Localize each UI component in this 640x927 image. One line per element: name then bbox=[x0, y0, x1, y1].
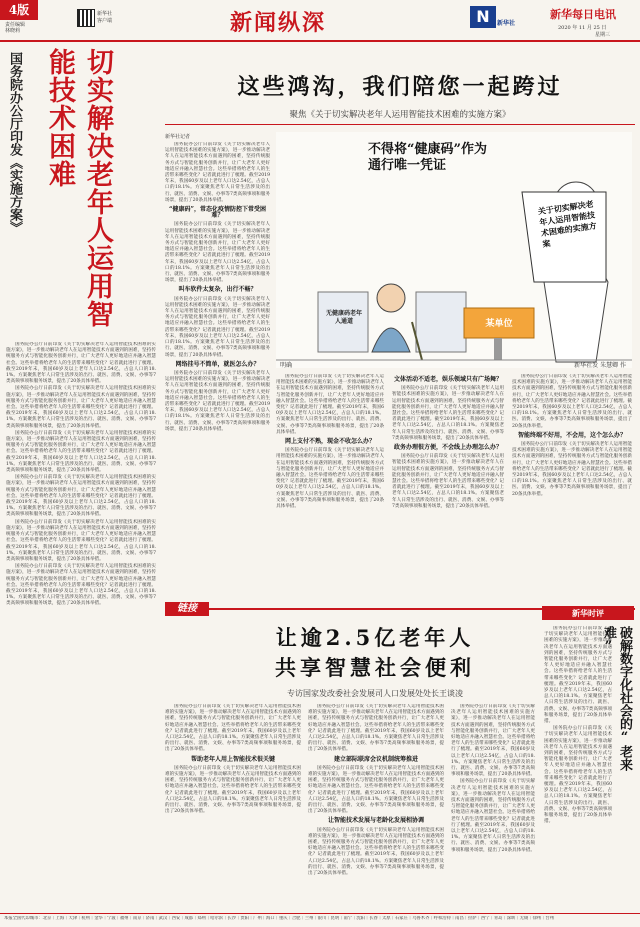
section-heading: 政务办理很方便，不会线上办理怎么办？ bbox=[393, 444, 502, 452]
paragraph: 国务院办公厅日前印发《关于切实解决老年人运用智能技术困难的实施方案》，进一步推动解决老年人在运用智能技术方面遇到的困难，坚持传统服务方式与智能化服务创新并行，让广大老年人更好地适应并融入智慧社会。这些举措将给老年人的生活带来哪些变化？记者就此进行了梳理。截至2019年末，我国60岁及以上老年人口达2.54亿，占总人口的18.1%。方案聚焦老年人日常生活涉及的出行、就医、消费、文娱、办事等7类高频事项和服务场景，提出了20条具体举措。 bbox=[544, 726, 612, 825]
commentary-body bbox=[544, 626, 612, 906]
article1-col2 bbox=[276, 374, 384, 598]
second-headline-line-2: 共享智慧社会便利 bbox=[275, 655, 475, 680]
footer-rule bbox=[0, 913, 640, 914]
section-title: 新闻纵深 bbox=[230, 10, 327, 36]
main-subheadline: 聚焦《关于切实解决老年人运用智能技术困难的实施方案》 bbox=[289, 110, 511, 120]
commentary-tag: 新华时评 bbox=[542, 606, 634, 620]
paper-name: 新华每日电讯 bbox=[550, 8, 616, 21]
section-heading: 网上支付不熟，现金不收怎么办？ bbox=[284, 438, 375, 446]
paragraph: 国务院办公厅日前印发《关于切实解决老年人运用智能技术困难的实施方案》，进一步推动解决老年人在运用智能技术方面遇到的困难，坚持传统服务方式与智能化服务创新并行，让广大老年人更好地适应并融入智慧社会。这些举措将给老年人的生活带来哪些变化？记者就此进行了梳理。截至2019年末，我国60岁及以上老年人口达2.54亿，占总人口的18.1%。方案聚焦老年人日常生活涉及的出行、就医、消费、文娱、办事等7类高频事项和服务场景，提出了20条具体举措。 bbox=[392, 454, 504, 509]
section-heading: 智能终端不好用，不会用，这个怎么办？ bbox=[517, 431, 626, 439]
paragraph: 国务院办公厅日前印发《关于切实解决老年人运用智能技术困难的实施方案》，进一步推动解决老年人在运用智能技术方面遇到的困难，坚持传统服务方式与智能化服务创新并行，让广大老年人更好地适应并融入智慧社会。这些举措将给老年人的生活带来哪些变化？记者就此进行了梳理。截至2019年末，我国60岁及以上老年人口达2.54亿，占总人口的18.1%。方案聚焦老年人日常生活涉及的出行、就医、消费、文娱、办事等7类高频事项和服务场景，提出了20条具体举措。 bbox=[308, 827, 444, 877]
masthead-rule bbox=[0, 40, 640, 42]
vertical-title-main: 切实解决老年人运用智能技术困难 bbox=[44, 48, 113, 328]
cartoon-banner: 不得将“健康码”作为通行唯一凭证 bbox=[368, 142, 487, 173]
second-subheadline: 专访国家发改委社会发展司人口发展处处长王谈凌 bbox=[287, 689, 463, 698]
paragraph: 国务院办公厅日前印发《关于切实解决老年人运用智能技术困难的实施方案》，进一步推动解决老年人在运用智能技术方面遇到的困难，坚持传统服务方式与智能化服务创新并行，让广大老年人更好地适应并融入智慧社会。这些举措将给老年人的生活带来哪些变化？记者就此进行了梳理。截至2019年末，我国60岁及以上老年人口达2.54亿，占总人口的18.1%。方案聚焦老年人日常生活涉及的出行、就医、消费、文娱、办事等7类高频事项和服务场景，提出了20条具体举措。 bbox=[165, 370, 270, 432]
cartoon-caption-left: 明确 bbox=[280, 362, 293, 369]
byline: 新华社记者 bbox=[165, 134, 191, 140]
article1-col1 bbox=[165, 142, 270, 600]
news-logo bbox=[470, 6, 516, 32]
paragraph: 国务院办公厅日前印发《关于切实解决老年人运用智能技术困难的实施方案》，进一步推动解决老年人在运用智能技术方面遇到的困难，坚持传统服务方式与智能化服务创新并行，让广大老年人更好地适应并融入智慧社会。这些举措将给老年人的生活带来哪些变化？记者就此进行了梳理。截至2019年末，我国60岁及以上老年人口达2.54亿，占总人口的18.1%。方案聚焦老年人日常生活涉及的出行、就医、消费、文娱、办事等7类高频事项和服务场景，提出了20条具体举措。 bbox=[165, 142, 270, 203]
paragraph: 国务院办公厅日前印发《关于切实解决老年人运用智能技术困难的实施方案》，进一步推动解决老年人在运用智能技术方面遇到的困难，坚持传统服务方式与智能化服务创新并行，让广大老年人更好地适应并融入智慧社会。这些举措将给老年人的生活带来哪些变化？记者就此进行了梳理。截至2019年末，我国60岁及以上老年人口达2.54亿，占总人口的18.1%。方案聚焦老年人日常生活涉及的出行、就医、消费、文娱、办事等7类高频事项和服务场景，提出了20条具体举措。 bbox=[165, 765, 301, 815]
sign-post bbox=[494, 338, 502, 360]
paragraph: 国务院办公厅日前印发《关于切实解决老年人运用智能技术困难的实施方案》，进一步推动解决老年人在运用智能技术方面遇到的困难，坚持传统服务方式与智能化服务创新并行，让广大老年人更好地适应并融入智慧社会。这些举措将给老年人的生活带来哪些变化？记者就此进行了梳理。截至2019年末，我国60岁及以上老年人口达2.54亿，占总人口的18.1%。方案聚焦老年人日常生活涉及的出行、就医、消费、文娱、办事等7类高频事项和服务场景，提出了20条具体举措。 bbox=[512, 374, 632, 429]
link-tag-brand: 链接 bbox=[165, 602, 209, 616]
paragraph: 国务院办公厅日前印发《关于切实解决老年人运用智能技术困难的实施方案》，进一步推动解决老年人在运用智能技术方面遇到的困难，坚持传统服务方式与智能化服务创新并行，让广大老年人更好地适应并融入智慧社会。这些举措将给老年人的生活带来哪些变化？记者就此进行了梳理。截至2019年末，我国60岁及以上老年人口达2.54亿，占总人口的18.1%。方案聚焦老年人日常生活涉及的出行、就医、消费、文娱、办事等7类高频事项和服务场景，提出了20条具体举措。 bbox=[6, 564, 156, 607]
print-cities-footer: 本报全国代印城市：北京｜上海｜天津｜杭州｜金华｜宁波｜福州｜南京｜济南｜武汉｜西安｜成都｜郑州｜哈尔滨｜长沙｜贵阳｜广州｜海口｜重庆｜合肥｜兰州｜银川｜昆明｜南宁｜沈阳｜长春｜太原｜石家庄｜乌鲁木齐｜呼和浩特｜南昌｜拉萨｜西宁｜青岛｜深圳｜无锡｜徐州｜台州 bbox=[4, 916, 554, 921]
second-headline-line-1: 让逾2.5亿老年人 bbox=[275, 625, 475, 650]
paragraph: 国务院办公厅日前印发《关于切实解决老年人运用智能技术困难的实施方案》，进一步推动解决老年人在运用智能技术方面遇到的困难，坚持传统服务方式与智能化服务创新并行，让广大老年人更好地适应并融入智慧社会。这些举措将给老年人的生活带来哪些变化？记者就此进行了梳理。截至2019年末，我国60岁及以上老年人口达2.54亿，占总人口的18.1%。方案聚焦老年人日常生活涉及的出行、就医、消费、文娱、办事等7类高频事项和服务场景，提出了20条具体举措。 bbox=[308, 704, 444, 753]
section-heading: 叫车软件太复杂，出行不畅？ bbox=[178, 286, 257, 294]
paragraph: 国务院办公厅日前印发《关于切实解决老年人运用智能技术困难的实施方案》，进一步推动解决老年人在运用智能技术方面遇到的困难，坚持传统服务方式与智能化服务创新并行，让广大老年人更好地适应并融入智慧社会。这些举措将给老年人的生活带来哪些变化？记者就此进行了梳理。截至2019年末，我国60岁及以上老年人口达2.54亿，占总人口的18.1%。方案聚焦老年人日常生活涉及的出行、就医、消费、文娱、办事等7类高频事项和服务场景，提出了20条具体举措。 bbox=[308, 765, 444, 815]
paragraph: 国务院办公厅日前印发《关于切实解决老年人运用智能技术困难的实施方案》，进一步推动解决老年人在运用智能技术方面遇到的困难，坚持传统服务方式与智能化服务创新并行，让广大老年人更好地适应并融入智慧社会。这些举措将给老年人的生活带来哪些变化？记者就此进行了梳理。截至2019年末，我国60岁及以上老年人口达2.54亿，占总人口的18.1%。方案聚焦老年人日常生活涉及的出行、就医、消费、文娱、办事等7类高频事项和服务场景，提出了20条具体举措。 bbox=[165, 222, 270, 284]
editor-block bbox=[5, 22, 45, 34]
issue-date: 2020 年 11 月 25 日 bbox=[558, 25, 607, 31]
paragraph: 国务院办公厅日前印发《关于切实解决老年人运用智能技术困难的实施方案》，进一步推动解决老年人在运用智能技术方面遇到的困难，坚持传统服务方式与智能化服务创新并行，让广大老年人更好地适应并融入智慧社会。这些举措将给老年人的生活带来哪些变化？记者就此进行了梳理。截至2019年末，我国60岁及以上老年人口达2.54亿，占总人口的18.1%。方案聚焦老年人日常生活涉及的出行、就医、消费、文娱、办事等7类高频事项和服务场景，提出了20条具体举措。 bbox=[165, 704, 301, 753]
paragraph: 国务院办公厅日前印发《关于切实解决老年人运用智能技术困难的实施方案》，进一步推动解决老年人在运用智能技术方面遇到的困难，坚持传统服务方式与智能化服务创新并行，让广大老年人更好地适应并融入智慧社会。这些举措将给老年人的生活带来哪些变化？记者就此进行了梳理。截至2019年末，我国60岁及以上老年人口达2.54亿，占总人口的18.1%。方案聚焦老年人日常生活涉及的出行、就医、消费、文娱、办事等7类高频事项和服务场景，提出了20条具体举措。 bbox=[6, 342, 156, 385]
page-number-badge: 4版 bbox=[0, 0, 38, 20]
article1-col0 bbox=[6, 342, 156, 902]
cartoon-sign-right: 某单位 bbox=[485, 319, 513, 329]
paragraph: 国务院办公厅日前印发《关于切实解决老年人运用智能技术困难的实施方案》，进一步推动解决老年人在运用智能技术方面遇到的困难，坚持传统服务方式与智能化服务创新并行，让广大老年人更好地适应并融入智慧社会。这些举措将给老年人的生活带来哪些变化？记者就此进行了梳理。截至2019年末，我国60岁及以上老年人口达2.54亿，占总人口的18.1%。方案聚焦老年人日常生活涉及的出行、就医、消费、文娱、办事等7类高频事项和服务场景，提出了20条具体举措。 bbox=[276, 448, 384, 510]
paragraph: 国务院办公厅日前印发《关于切实解决老年人运用智能技术困难的实施方案》，进一步推动解决老年人在运用智能技术方面遇到的困难，坚持传统服务方式与智能化服务创新并行，让广大老年人更好地适应并融入智慧社会。这些举措将给老年人的生活带来哪些变化？记者就此进行了梳理。截至2019年末，我国60岁及以上老年人口达2.54亿，占总人口的18.1%。方案聚焦老年人日常生活涉及的出行、就医、消费、文娱、办事等7类高频事项和服务场景，提出了20条具体举措。 bbox=[6, 386, 156, 429]
section-heading: 让智能技术发展与老龄化发展相协调 bbox=[327, 817, 424, 825]
paragraph: 国务院办公厅日前印发《关于切实解决老年人运用智能技术困难的实施方案》，进一步推动解决老年人在运用智能技术方面遇到的困难，坚持传统服务方式与智能化服务创新并行，让广大老年人更好地适应并融入智慧社会。这些举措将给老年人的生活带来哪些变化？记者就此进行了梳理。截至2019年末，我国60岁及以上老年人口达2.54亿，占总人口的18.1%。方案聚焦老年人日常生活涉及的出行、就医、消费、文娱、办事等7类高频事项和服务场景，提出了20条具体举措。 bbox=[544, 626, 612, 725]
paragraph: 国务院办公厅日前印发《关于切实解决老年人运用智能技术困难的实施方案》，进一步推动解决老年人在运用智能技术方面遇到的困难，坚持传统服务方式与智能化服务创新并行，让广大老年人更好地适应并融入智慧社会。这些举措将给老年人的生活带来哪些变化？记者就此进行了梳理。截至2019年末，我国60岁及以上老年人口达2.54亿，占总人口的18.1%。方案聚焦老年人日常生活涉及的出行、就医、消费、文娱、办事等7类高频事项和服务场景，提出了20条具体举措。 bbox=[512, 442, 632, 497]
gate-right bbox=[416, 292, 466, 352]
paragraph: 国务院办公厅日前印发《关于切实解决老年人运用智能技术困难的实施方案》，进一步推动解决老年人在运用智能技术方面遇到的困难，坚持传统服务方式与智能化服务创新并行，让广大老年人更好地适应并融入智慧社会。这些举措将给老年人的生活带来哪些变化？记者就此进行了梳理。截至2019年末，我国60岁及以上老年人口达2.54亿，占总人口的18.1%。方案聚焦老年人日常生活涉及的出行、就医、消费、文娱、办事等7类高频事项和服务场景，提出了20条具体举措。 bbox=[451, 704, 535, 778]
cartoon bbox=[276, 132, 632, 368]
headline-rule bbox=[165, 124, 635, 125]
paragraph: 国务院办公厅日前印发《关于切实解决老年人运用智能技术困难的实施方案》，进一步推动解决老年人在运用智能技术方面遇到的困难，坚持传统服务方式与智能化服务创新并行，让广大老年人更好地适应并融入智慧社会。这些举措将给老年人的生活带来哪些变化？记者就此进行了梳理。截至2019年末，我国60岁及以上老年人口达2.54亿，占总人口的18.1%。方案聚焦老年人日常生活涉及的出行、就医、消费、文娱、办事等7类高频事项和服务场景，提出了20条具体举措。 bbox=[165, 296, 270, 358]
paragraph: 国务院办公厅日前印发《关于切实解决老年人运用智能技术困难的实施方案》，进一步推动解决老年人在运用智能技术方面遇到的困难，坚持传统服务方式与智能化服务创新并行，让广大老年人更好地适应并融入智慧社会。这些举措将给老年人的生活带来哪些变化？记者就此进行了梳理。截至2019年末，我国60岁及以上老年人口达2.54亿，占总人口的18.1%。方案聚焦老年人日常生活涉及的出行、就医、消费、文娱、办事等7类高频事项和服务场景，提出了20条具体举措。 bbox=[6, 519, 156, 562]
paragraph: 国务院办公厅日前印发《关于切实解决老年人运用智能技术困难的实施方案》，进一步推动解决老年人在运用智能技术方面遇到的困难，坚持传统服务方式与智能化服务创新并行，让广大老年人更好地适应并融入智慧社会。这些举措将给老年人的生活带来哪些变化？记者就此进行了梳理。截至2019年末，我国60岁及以上老年人口达2.54亿，占总人口的18.1%。方案聚焦老年人日常生活涉及的出行、就医、消费、文娱、办事等7类高频事项和服务场景，提出了20条具体举措。 bbox=[6, 430, 156, 474]
commentary-title: 破解数字化社会的“老来难” bbox=[601, 626, 632, 771]
paragraph: 国务院办公厅日前印发《关于切实解决老年人运用智能技术困难的实施方案》，进一步推动解决老年人在运用智能技术方面遇到的困难，坚持传统服务方式与智能化服务创新并行，让广大老年人更好地适应并融入智慧社会。这些举措将给老年人的生活带来哪些变化？记者就此进行了梳理。截至2019年末，我国60岁及以上老年人口达2.54亿，占总人口的18.1%。方案聚焦老年人日常生活涉及的出行、就医、消费、文娱、办事等7类高频事项和服务场景，提出了20条具体举措。 bbox=[451, 779, 535, 853]
client-label bbox=[97, 11, 112, 25]
cartoon-caption: 新华社发 朱慧卿 作 bbox=[574, 362, 626, 369]
client-name-line-1: 新华社 bbox=[97, 11, 113, 17]
news-logo-mark: N bbox=[470, 6, 496, 28]
section-heading: 网络挂号不简单，就医怎么办？ bbox=[175, 360, 260, 368]
article1-col3 bbox=[392, 374, 504, 598]
vertical-title-band bbox=[0, 48, 160, 338]
section-heading: 建立部际联席会议机制统筹推进 bbox=[333, 755, 418, 763]
vertical-title-side: 国务院办公厅印发《实施方案》 bbox=[7, 52, 22, 234]
paragraph: 国务院办公厅日前印发《关于切实解决老年人运用智能技术困难的实施方案》，进一步推动解决老年人在运用智能技术方面遇到的困难，坚持传统服务方式与智能化服务创新并行，让广大老年人更好地适应并融入智慧社会。这些举措将给老年人的生活带来哪些变化？记者就此进行了梳理。截至2019年末，我国60岁及以上老年人口达2.54亿，占总人口的18.1%。方案聚焦老年人日常生活涉及的出行、就医、消费、文娱、办事等7类高频事项和服务场景，提出了20条具体举措。 bbox=[276, 374, 384, 435]
cartoon-sign-left: 无健康码老年人通道 bbox=[325, 310, 362, 325]
cartoon-bubble-text: 关于切实解决老年人运用智能技术困难的实施方案 bbox=[537, 198, 598, 249]
paragraph: 国务院办公厅日前印发《关于切实解决老年人运用智能技术困难的实施方案》，进一步推动解决老年人在运用智能技术方面遇到的困难，坚持传统服务方式与智能化服务创新并行，让广大老年人更好地适应并融入智慧社会。这些举措将给老年人的生活带来哪些变化？记者就此进行了梳理。截至2019年末，我国60岁及以上老年人口达2.54亿，占总人口的18.1%。方案聚焦老年人日常生活涉及的出行、就医、消费、文娱、办事等7类高频事项和服务场景，提出了20条具体举措。 bbox=[6, 475, 156, 518]
section-heading: 帮助老年人用上智能技术很关键 bbox=[190, 755, 275, 763]
article2-col2 bbox=[308, 704, 444, 910]
paragraph: 国务院办公厅日前印发《关于切实解决老年人运用智能技术困难的实施方案》，进一步推动解决老年人在运用智能技术方面遇到的困难，坚持传统服务方式与智能化服务创新并行，让广大老年人更好地适应并融入智慧社会。这些举措将给老年人的生活带来哪些变化？记者就此进行了梳理。截至2019年末，我国60岁及以上老年人口达2.54亿，占总人口的18.1%。方案聚焦老年人日常生活涉及的出行、就医、消费、文娱、办事等7类高频事项和服务场景，提出了20条具体举措。 bbox=[392, 386, 504, 441]
client-name-line-2: 客户端 bbox=[97, 18, 113, 24]
editor-name: 林晓莉 bbox=[5, 28, 21, 34]
qr-code-icon bbox=[78, 10, 94, 26]
editor-label: 责任编辑 bbox=[5, 22, 26, 28]
article1-col4 bbox=[512, 374, 632, 598]
news-logo-label: 新华社 bbox=[497, 20, 516, 27]
commentary-box bbox=[542, 606, 634, 910]
article2-col3 bbox=[451, 704, 535, 910]
article2-col1 bbox=[165, 704, 301, 910]
issue-weekday: 星期三 bbox=[595, 32, 611, 38]
section-heading: 文体活动不适老，娱乐领域只有广场舞？ bbox=[393, 376, 502, 383]
elder-head bbox=[377, 284, 405, 312]
section-heading: “健康码”，常态化疫情防控下常受困难？ bbox=[169, 206, 266, 220]
main-headline: 这些鸿沟，我们陪您一起跨过 bbox=[237, 74, 563, 100]
